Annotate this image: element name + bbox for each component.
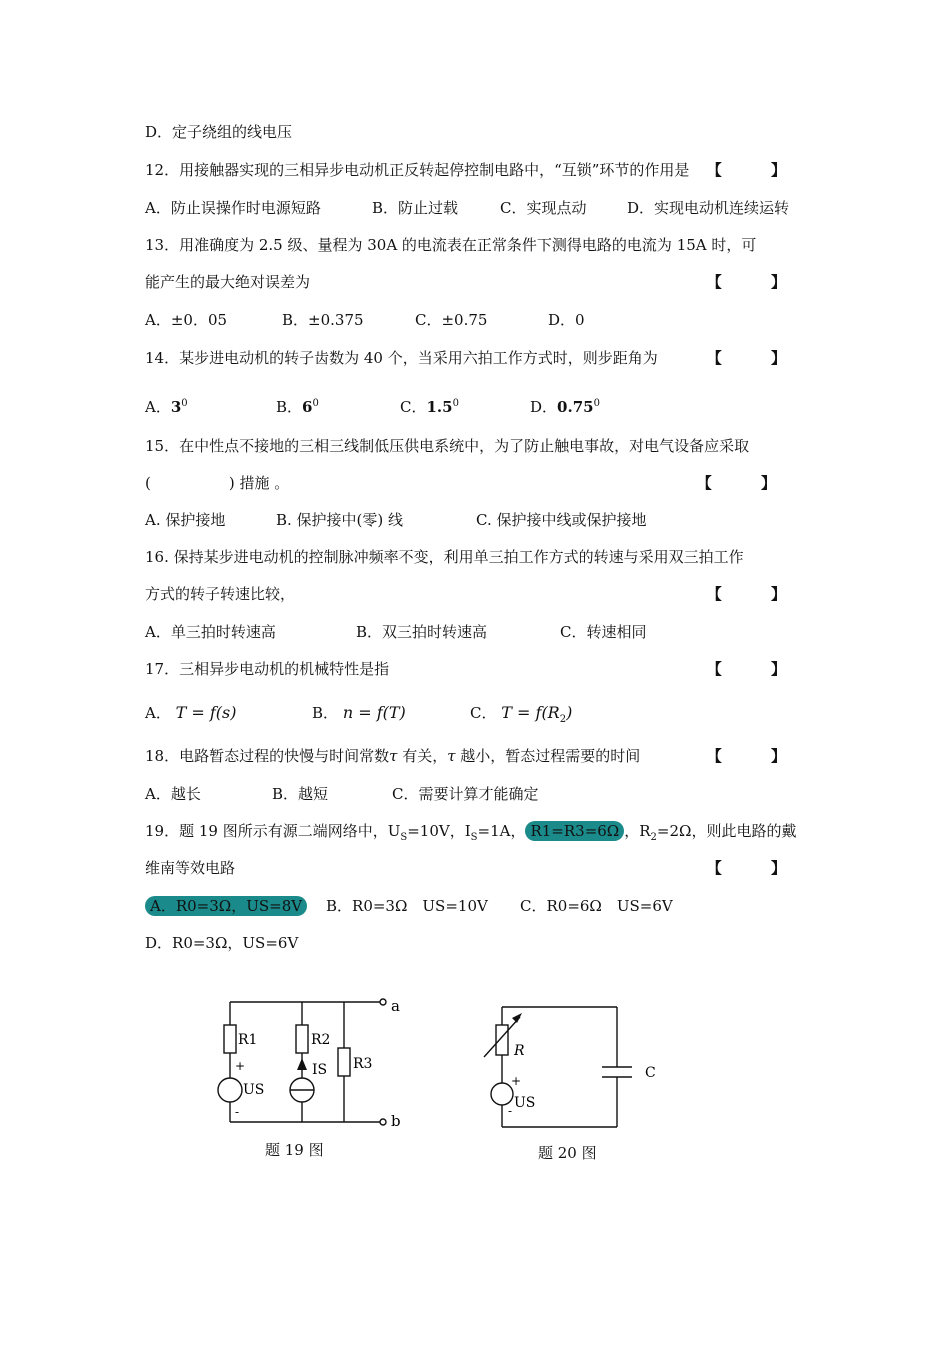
q17-stem: 17．三相异步电动机的机械特性是指 <box>145 660 390 678</box>
fig19-r3-label: R3 <box>353 1056 373 1072</box>
q14-answer-bracket: 【 】 <box>706 349 808 367</box>
q13-stem-line2: 能产生的最大绝对误差为 <box>145 273 311 291</box>
q17-option-b: B． n = f(T) <box>312 703 406 722</box>
q16-stem-line2: 方式的转子转速比较， <box>145 585 296 603</box>
q16-option-a: A．单三拍时转速高 <box>145 623 276 641</box>
q14-option-d: D．0.75$^0$ <box>530 398 600 416</box>
q19-stem: 19．题 19 图所示有源二端网络中，$U_S=10V$，$I_S=1A$， R1=R3=6Ω ，$R_2=2\Omega$，则此电路的戴 <box>145 822 797 843</box>
fig19-r1-label: R1 <box>238 1032 258 1048</box>
q17-answer-bracket: 【 】 <box>706 660 808 678</box>
q19-option-b: B．R0=3Ω US=10V <box>326 897 488 915</box>
q13-option-c: C．±0.75 <box>415 311 488 329</box>
q13-option-d: D．0 <box>548 311 585 329</box>
q14-option-c: C．$1.5^0$ <box>400 398 459 416</box>
q13-stem-line1: 13．用准确度为 2.5 级、量程为 30A 的电流表在正常条件下测得电路的电流为 15A 时，可 <box>145 236 757 254</box>
q14-option-a: A．$3^0$ <box>145 398 188 416</box>
fig20-minus: - <box>508 1104 513 1118</box>
q15-stem: 15．在中性点不接地的三相三线制低压供电系统中，为了防止触电事故，对电气设备应采取 <box>145 437 750 455</box>
q18-option-b: B．越短 <box>272 785 329 803</box>
q16-option-c: C．转速相同 <box>560 623 647 641</box>
q13-option-a: A．±0．05 <box>145 311 228 329</box>
q19-option-d: D．R0=3Ω，US=6V <box>145 934 299 952</box>
fig19-is-label: IS <box>312 1062 328 1078</box>
figure-19-caption: 题 19 图 <box>265 1141 324 1159</box>
q11-option-d: D．定子绕组的线电压 <box>145 123 293 141</box>
q14-option-b: B．$6^0$ <box>276 398 319 416</box>
q15-option-c: C. 保护接中线或保护接地 <box>476 511 647 529</box>
q12-option-b: B．防止过载 <box>372 199 459 217</box>
q15-stem-line2: ( ) 措施 。 <box>145 474 290 492</box>
fig19-terminal-b: b <box>391 1112 401 1130</box>
q12-option-a: A．防止误操作时电源短路 <box>145 199 321 217</box>
q12-option-d: D．实现电动机连续运转 <box>627 199 790 217</box>
q16-stem-line1: 16. 保持某步进电动机的控制脉冲频率不变，利用单三拍工作方式的转速与采用双三拍工作 <box>145 548 744 566</box>
q18-option-c: C．需要计算才能确定 <box>392 785 539 803</box>
fig20-us-label: US <box>514 1095 536 1111</box>
q19-answer-bracket: 【 】 <box>706 859 808 877</box>
fig20-c-label: C <box>645 1065 656 1081</box>
figure-20-caption: 题 20 图 <box>538 1144 597 1162</box>
q14-stem: 14．某步进电动机的转子齿数为 40 个，当采用六拍工作方式时，则步距角为 <box>145 349 658 367</box>
fig20-plus: + <box>511 1074 522 1088</box>
figure-19-circuit <box>205 990 425 1135</box>
q15-option-a: A. 保护接地 <box>145 511 226 529</box>
q19-highlight: R1=R3=6Ω <box>525 821 624 841</box>
q16-answer-bracket: 【 】 <box>706 585 808 603</box>
q19-stem-line2: 维南等效电路 <box>145 859 236 877</box>
q12-answer-bracket: 【 】 <box>706 161 808 179</box>
q18-stem: 18．电路暂态过程的快慢与时间常数τ 有关，τ 越小，暂态过程需要的时间 <box>145 747 641 765</box>
fig19-terminal-a: a <box>391 997 400 1015</box>
q12-stem: 12．用接触器实现的三相异步电动机正反转起停控制电路中，“互锁”环节的作用是 <box>145 161 690 179</box>
q16-option-b: B．双三拍时转速高 <box>356 623 488 641</box>
q17-option-a: A． T = f(s) <box>145 703 237 722</box>
figure-20-circuit <box>480 995 670 1135</box>
q12-option-c: C．实现点动 <box>500 199 587 217</box>
q13-option-b: B．±0.375 <box>282 311 364 329</box>
q18-answer-bracket: 【 】 <box>706 747 808 765</box>
q15-answer-bracket: 【 】 <box>696 474 798 492</box>
q19-option-a: A．R0=3Ω，US=8V <box>145 896 307 916</box>
fig19-r2-label: R2 <box>311 1032 331 1048</box>
q17-option-c: C． $T = f(R_2)$ <box>470 703 573 725</box>
fig19-us-label: US <box>243 1082 265 1098</box>
q19-option-c: C．R0=6Ω US=6V <box>520 897 673 915</box>
fig20-r-label: R <box>514 1043 525 1059</box>
fig19-minus: - <box>235 1105 240 1119</box>
q13-answer-bracket: 【 】 <box>706 273 808 291</box>
q18-option-a: A．越长 <box>145 785 201 803</box>
fig19-plus: + <box>235 1059 246 1073</box>
q15-option-b: B. 保护接中(零) 线 <box>276 511 404 529</box>
